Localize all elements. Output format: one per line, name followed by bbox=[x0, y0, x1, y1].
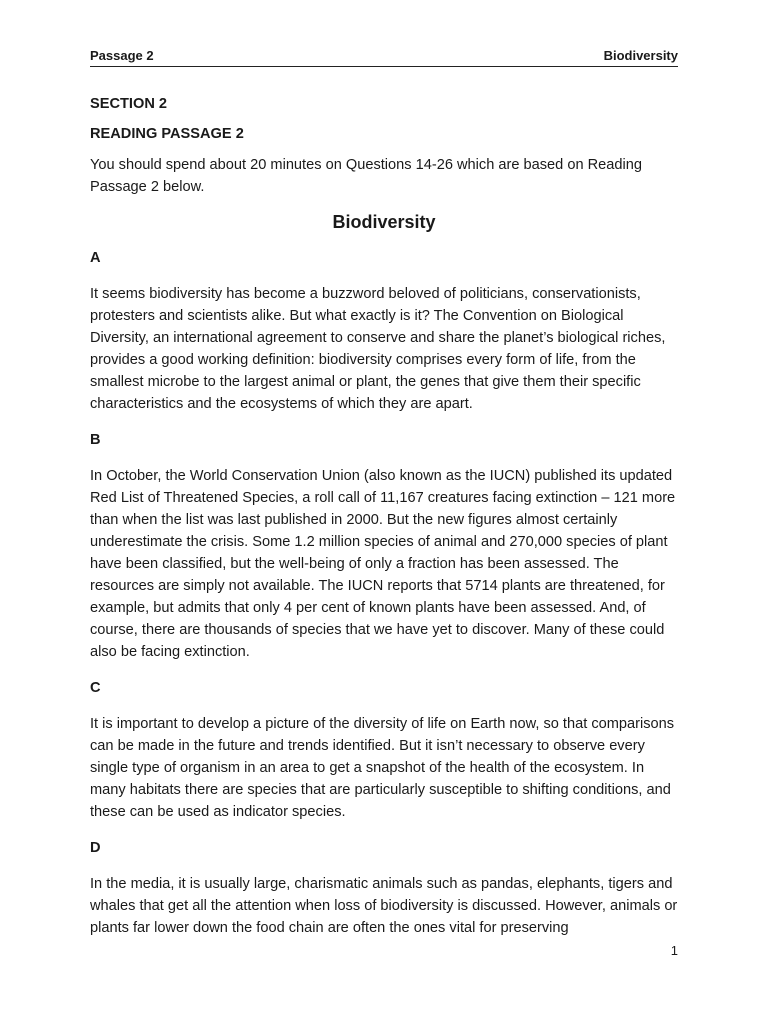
paragraph-letter-c: C bbox=[90, 680, 101, 696]
running-header bbox=[90, 48, 678, 67]
paragraph-text-d: In the media, it is usually large, charismatic animals such as pandas, elephants, tigers and whales that get all the attention when loss of biodiversity is discussed. However, animals or plants far lower down the food chain are often the ones vital for preserving bbox=[90, 876, 678, 936]
paragraph-text-b: In October, the World Conservation Union (also known as the IUCN) published its updated Red List of Threatened Species, a roll call of 11,167 creatures facing extinction – 121 more than when the list was last published in 2000. But the new figures almost certainly underestimate the crisis. Some 1.2 million species of animal and 270,000 species of plant have been classified, but the well-being of only a fraction has been assessed. The resources are simply not available. The IUCN reports that 5714 plants are threatened, for example, but admits that only 4 per cent of known plants have been assessed. And, of course, there are thousands of species that we have yet to discover. Many of these could also be facing extinction. bbox=[90, 468, 676, 660]
paragraph-letter-a: A bbox=[90, 250, 101, 266]
passage-title: Biodiversity bbox=[332, 212, 436, 232]
page-content bbox=[90, 94, 678, 954]
paragraph-letter-d: D bbox=[90, 840, 101, 856]
section-heading: SECTION 2 bbox=[90, 96, 168, 112]
paragraph-text-c: It is important to develop a picture of the diversity of life on Earth now, so that comparisons can be made in the future and trends identified. But it isn’t necessary to observe every single type of organism in an area to get a snapshot of the health of the ecosystem. In many habitats there are species that are particularly susceptible to shifting conditions, and these can be used as indicator species. bbox=[90, 716, 675, 820]
paragraph-text-a: It seems biodiversity has become a buzzword beloved of politicians, conservationists, protesters and scientists alike. But what exactly is it? The Convention on Biological Diversity, an international agreement to conserve and share the planet’s biological riches, provides a good working definition: biodiversity comprises every form of life, from the smallest microbe to the largest animal or plant, the genes that give them their specific characteristics and the ecosystems of which they are apart. bbox=[90, 286, 666, 412]
page-number: 1 bbox=[670, 943, 678, 958]
header-topic-label: Biodiversity bbox=[603, 48, 678, 63]
header-passage-label: Passage 2 bbox=[90, 48, 154, 63]
instructions-text: You should spend about 20 minutes on Questions 14-26 which are based on Reading Passage 2 below. bbox=[90, 157, 642, 195]
reading-passage-heading: READING PASSAGE 2 bbox=[90, 126, 244, 142]
paragraph-letter-b: B bbox=[90, 432, 101, 448]
